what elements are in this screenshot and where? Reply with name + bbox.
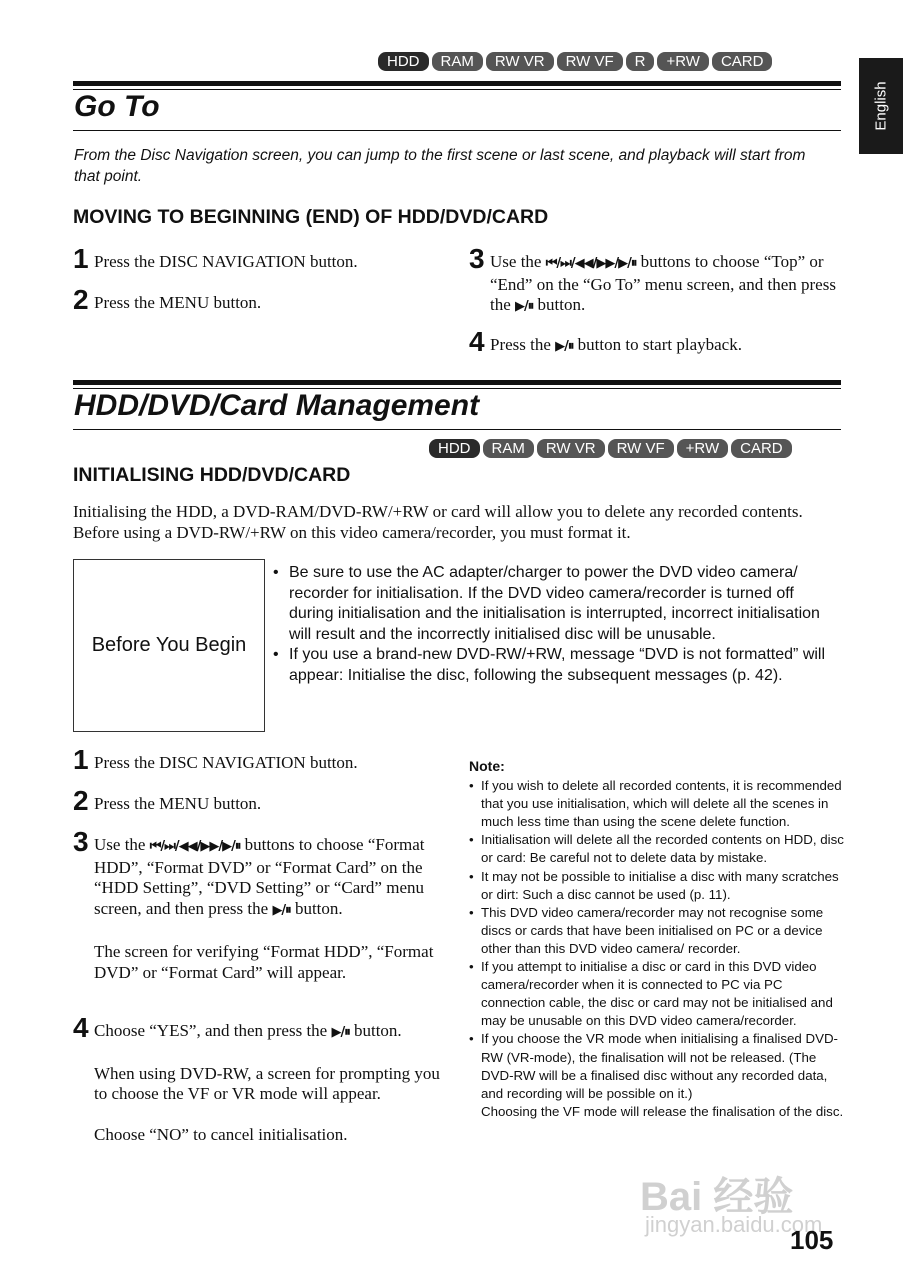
- goto-step-4: [469, 326, 840, 358]
- page-number: 105: [790, 1225, 834, 1255]
- step-text: Use the: [94, 835, 146, 854]
- mgmt-subheading: INITIALISING HDD/DVD/CARD: [73, 464, 351, 486]
- badge-ram: RAM: [432, 52, 483, 71]
- badge-plus-rw: +RW: [657, 52, 708, 71]
- note-heading: Note:: [469, 758, 505, 774]
- step-number: 3: [73, 826, 89, 857]
- note-list: [469, 777, 844, 1103]
- watermark-logo: Bai 经验: [640, 1175, 794, 1219]
- list-item: • This DVD video camera/recorder may not recognise some discs or cards that have been initialised on PC or a device other than this DVD video camera/ recorder.: [469, 904, 844, 958]
- badge-rw-vf: RW VF: [557, 52, 623, 71]
- step-text: Choose “YES”, and then press the: [94, 1021, 328, 1040]
- badge-rw-vr: RW VR: [537, 439, 605, 458]
- step-text: Press the DISC NAVIGATION button.: [94, 753, 358, 772]
- mgmt-title: HDD/DVD/Card Management: [74, 389, 480, 422]
- badge-ram: RAM: [483, 439, 534, 458]
- step-number: 3: [469, 243, 485, 274]
- language-label: English: [872, 81, 890, 131]
- play-pause-icon: ▶/⏸: [515, 299, 534, 315]
- badge-card: CARD: [712, 52, 773, 71]
- step-text: buttons to choose “Top” or “End” on the “Go To” menu screen, and then press the: [490, 252, 836, 315]
- play-pause-icon: ▶/⏸: [331, 1025, 350, 1040]
- mgmt-step-2: [73, 785, 449, 816]
- before-you-begin-list: [272, 563, 842, 687]
- section-rule-top-thin: [73, 89, 841, 90]
- mgmt-step-1: [73, 744, 449, 775]
- step-number: 2: [73, 785, 89, 816]
- media-badges-section: [429, 439, 792, 458]
- section-rule-bottom: [73, 130, 841, 131]
- section-rule-top: [73, 81, 841, 86]
- list-item: • Initialisation will delete all the recorded contents on HDD, disc or card: Be careful not to delete data by mistake.: [469, 831, 844, 867]
- step-text: button.: [353, 1021, 402, 1040]
- badge-card: CARD: [731, 439, 792, 458]
- step-number: 1: [73, 744, 89, 775]
- play-pause-icon: ▶/⏸: [272, 903, 291, 919]
- goto-intro: From the Disc Navigation screen, you can jump to the first scene or last scene, and playback will start from that point.: [74, 147, 806, 185]
- before-you-begin-label: Before You Begin: [91, 634, 247, 656]
- step-text: Use the: [490, 252, 542, 271]
- before-you-begin-box: [73, 559, 265, 732]
- goto-step-1: [73, 243, 434, 274]
- step-number: 2: [73, 284, 89, 315]
- badge-r: R: [626, 52, 655, 71]
- step-text: button to start playback.: [577, 335, 742, 354]
- list-item: • If you attempt to initialise a disc or card in this DVD video camera/recorder when it is connected to PC via PC connection cable, the disc or card may not be initialised and may be unusable on this DVD video camera/recorder.: [469, 958, 844, 1030]
- list-item: • Be sure to use the AC adapter/charger to power the DVD video camera/ recorder for initialisation. If the DVD video camera/recorder is turned off during initialisation and the initialisation is interrupted, incorrect initialisation will result and the incorrectly initialised disc will be unusable.: [272, 563, 842, 645]
- play-pause-icon: ▶/⏸: [555, 339, 574, 354]
- step-text: button.: [294, 899, 343, 919]
- nav-buttons-icon: ⏮/⏭/◀◀/▶▶/▶/⏸: [149, 839, 241, 854]
- step-text: Press the: [490, 335, 551, 354]
- step-note: The screen for verifying “Format HDD”, “Format DVD” or “Format Card” will appear.: [94, 941, 434, 982]
- step-number: 1: [73, 243, 89, 274]
- goto-title: Go To: [74, 90, 160, 123]
- mgmt-step-3: [73, 826, 449, 983]
- step-number: 4: [469, 326, 485, 357]
- language-tab: [859, 58, 903, 154]
- goto-step-2: [73, 284, 434, 315]
- mgmt-intro: Initialising the HDD, a DVD-RAM/DVD-RW/+RW or card will allow you to delete any recorded contents. Before using a DVD-RW/+RW on this video camera/recorder, you must format it.: [73, 502, 803, 542]
- step-text: Press the MENU button.: [94, 293, 262, 312]
- goto-subheading: MOVING TO BEGINNING (END) OF HDD/DVD/CARD: [73, 206, 549, 228]
- badge-plus-rw: +RW: [677, 439, 728, 458]
- mgmt-step-4: [73, 1012, 449, 1146]
- step-note: Choose “NO” to cancel initialisation.: [94, 1125, 348, 1145]
- badge-rw-vr: RW VR: [486, 52, 554, 71]
- note-panel: [469, 757, 844, 1121]
- badge-hdd: HDD: [378, 52, 429, 71]
- watermark-url: jingyan.baidu.com: [645, 1212, 823, 1237]
- note-continuation: Choosing the VF mode will release the finalisation of the disc.: [481, 1103, 844, 1119]
- step-text: Press the MENU button.: [94, 794, 262, 813]
- step-text: button.: [537, 295, 586, 315]
- goto-step-3: [469, 243, 840, 318]
- list-item: • If you use a brand-new DVD-RW/+RW, message “DVD is not formatted” will appear: Initialise the disc, following the subsequent messages (p. 42).: [272, 645, 842, 686]
- list-item: • If you wish to delete all recorded contents, it is recommended that you use initialisation, which will delete all the scenes in much less time than using the scene delete function.: [469, 777, 844, 831]
- media-badges-top: [378, 52, 772, 71]
- step-text: Press the DISC NAVIGATION button.: [94, 252, 358, 271]
- list-item: • If you choose the VR mode when initialising a finalised DVD-RW (VR-mode), the finalisation will not be released. (The DVD-RW will be a finalised disc without any recorded data, and recording will be possible on it.): [469, 1030, 844, 1102]
- list-item: • It may not be possible to initialise a disc with many scratches or dirt: Such a disc cannot be used (p. 11).: [469, 868, 844, 904]
- nav-buttons-icon: ⏮/⏭/◀◀/▶▶/▶/⏸: [545, 256, 637, 271]
- badge-hdd: HDD: [429, 439, 480, 458]
- section-rule-top: [73, 380, 841, 385]
- step-number: 4: [73, 1012, 89, 1043]
- section-rule-bottom: [73, 429, 841, 430]
- step-text: buttons to choose “Format HDD”, “Format DVD” or “Format Card” on the “HDD Setting”, “DVD Setting” or “Card” menu screen, and then press the: [94, 835, 425, 919]
- badge-rw-vf: RW VF: [608, 439, 674, 458]
- step-note: When using DVD-RW, a screen for prompting you to choose the VF or VR mode will appear.: [94, 1063, 440, 1104]
